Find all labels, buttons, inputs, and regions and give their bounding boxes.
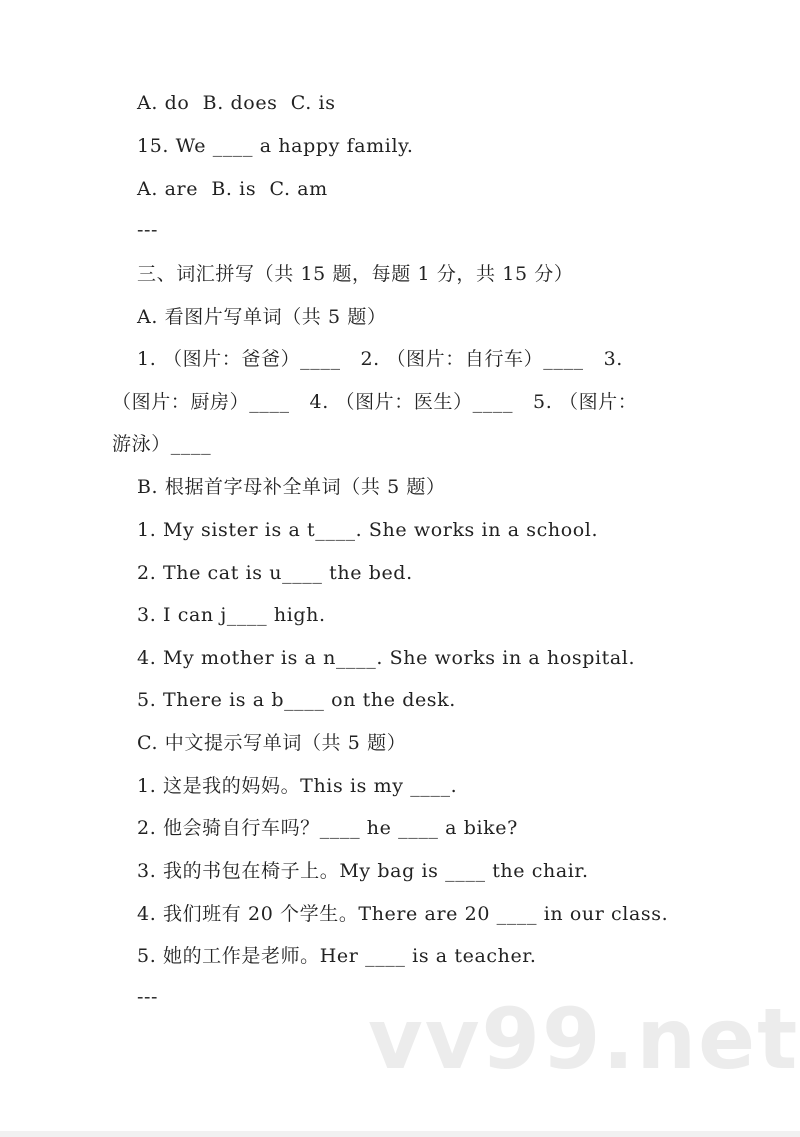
part-a-line-3: 游泳）____ [112,433,212,455]
watermark: vv99.net [368,990,800,1088]
part-c-item-2: 2. 他会骑自行车吗？____ he ____ a bike? [137,817,518,839]
separator-end: --- [137,986,159,1008]
part-b-heading: B. 根据首字母补全单词（共 5 题） [137,476,446,498]
part-c-item-1: 1. 这是我的妈妈。This is my ____. [137,775,458,797]
section-3-heading: 三、词汇拼写（共 15 题，每题 1 分，共 15 分） [137,263,574,285]
part-a-heading: A. 看图片写单词（共 5 题） [137,306,387,328]
separator: --- [137,219,159,241]
part-b-item-1: 1. My sister is a t____. She works in a school. [137,519,599,541]
part-a-line-1: 1. （图片：爸爸）____ 2. （图片：自行车）____ 3. [137,348,623,370]
part-b-item-4: 4. My mother is a n____. She works in a hospital. [137,647,636,669]
part-b-item-2: 2. The cat is u____ the bed. [137,562,413,584]
part-a-line-2: （图片：厨房）____ 4. （图片：医生）____ 5. （图片： [112,391,638,413]
part-b-item-5: 5. There is a b____ on the desk. [137,689,456,711]
part-c-heading: C. 中文提示写单词（共 5 题） [137,732,407,754]
part-c-item-3: 3. 我的书包在椅子上。My bag is ____ the chair. [137,860,589,882]
q14-options: A. do B. does C. is [137,92,336,114]
q15-question: 15. We ____ a happy family. [137,135,414,157]
q15-options: A. are B. is C. am [137,178,328,200]
part-b-item-3: 3. I can j____ high. [137,604,326,626]
part-c-item-5: 5. 她的工作是老师。Her ____ is a teacher. [137,945,537,967]
part-c-item-4: 4. 我们班有 20 个学生。There are 20 ____ in our class. [137,903,669,925]
